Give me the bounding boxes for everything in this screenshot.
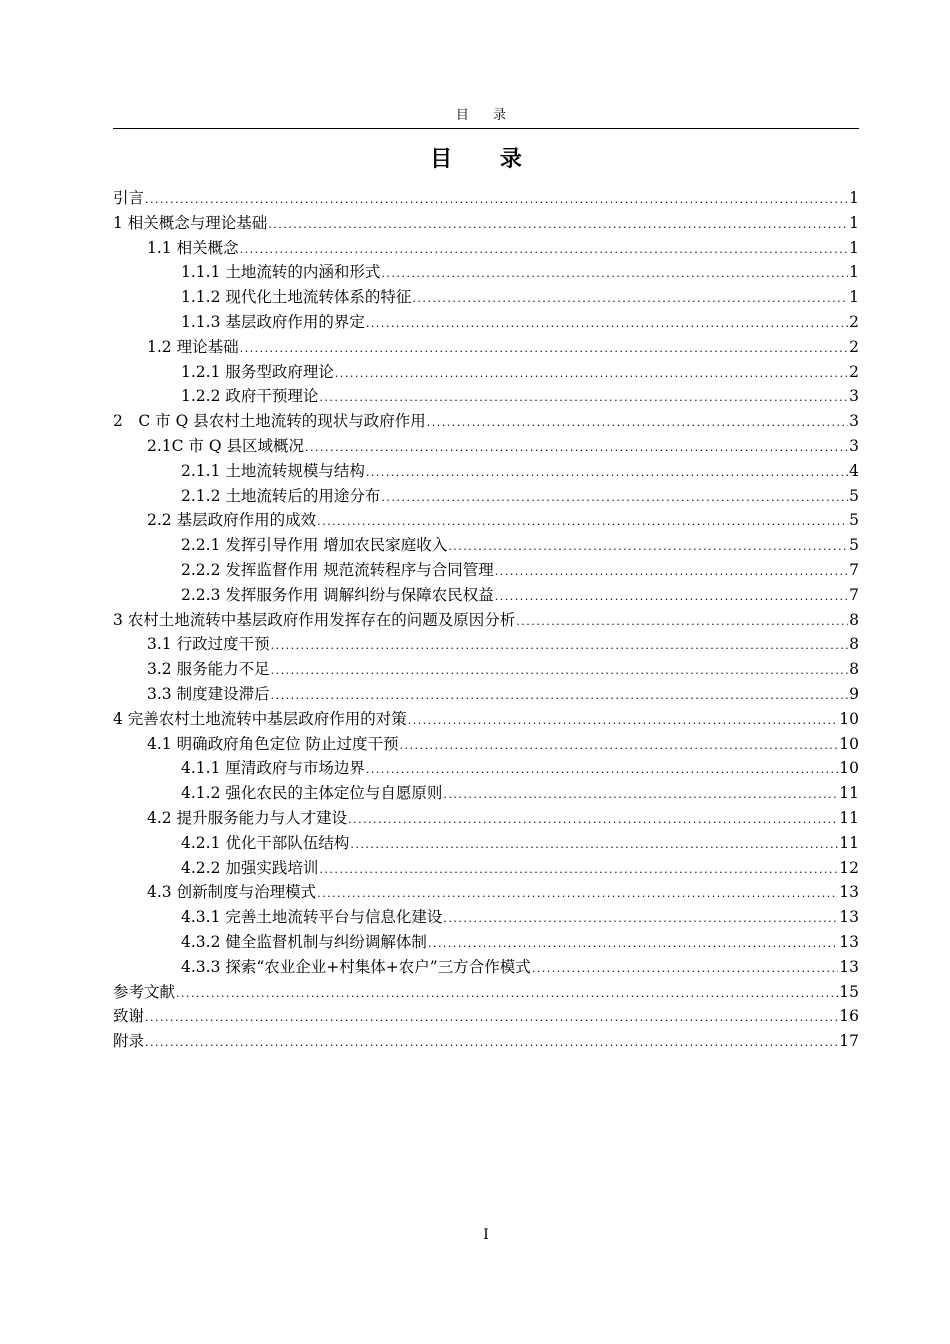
toc-entry-page: 2 [849,337,859,356]
toc-entry[interactable] [113,756,859,781]
toc-entry[interactable] [113,657,859,682]
toc-entry-page: 11 [839,808,859,827]
toc-entry-page: 11 [839,784,859,803]
toc-entry[interactable] [113,434,859,459]
toc-dot-leader [335,362,848,387]
toc-entry-label: 2.1.2 土地流转后的用途分布 [181,486,381,505]
toc-dot-leader [400,734,839,759]
toc-dot-leader [145,1031,838,1056]
toc-entry[interactable] [113,707,859,732]
toc-entry-page: 16 [839,1007,859,1026]
toc-dot-leader [319,386,848,411]
toc-entry[interactable] [113,186,859,211]
toc-dot-leader [381,262,848,287]
toc-entry-label: 2.1.1 土地流转规模与结构 [181,461,365,480]
toc-dot-leader [176,982,838,1007]
toc-entry-label: 4.3.1 完善土地流转平台与信息化建设 [181,908,443,927]
toc-entry-page: 13 [839,932,859,951]
toc-entry-label: 4.3 创新制度与治理模式 [147,883,317,902]
toc-dot-leader [443,783,838,808]
toc-entry-label: 致谢 [113,1007,145,1026]
toc-dot-leader [366,461,848,486]
toc-dot-leader [408,709,838,734]
toc-entry-label: 4.3.3 探索“农业企业+村集体+农户”三方合作模式 [181,957,531,976]
toc-entry-page: 1 [849,213,859,232]
toc-entry-page: 15 [839,982,859,1001]
toc-entry-page: 17 [839,1032,859,1051]
toc-entry-label: 4.1.2 强化农民的主体定位与自愿原则 [181,784,443,803]
toc-entry[interactable] [113,1029,859,1054]
toc-dot-leader [271,659,849,684]
toc-entry[interactable] [113,905,859,930]
page-number: I [483,1227,489,1243]
toc-entry-page: 1 [849,288,859,307]
toc-entry[interactable] [113,955,859,980]
toc-entry[interactable] [113,285,859,310]
toc-dot-leader [366,312,848,337]
toc-entry-page: 12 [839,858,859,877]
toc-entry[interactable] [113,310,859,335]
toc-dot-leader [145,188,848,213]
toc-dot-leader [317,510,848,535]
toc-entry-page: 3 [849,412,859,431]
toc-dot-leader [366,758,838,783]
toc-entry-page: 11 [839,833,859,852]
toc-entry-page: 8 [849,660,859,679]
toc-dot-leader [532,957,839,982]
toc-dot-leader [448,535,848,560]
toc-entry-label: 1.1.1 土地流转的内涵和形式 [181,263,381,282]
toc-entry-label: 4.3.2 健全监督机制与纠纷调解体制 [181,932,427,951]
toc-dot-leader [495,585,848,610]
toc-entry-label: 1.2.1 服务型政府理论 [181,362,334,381]
running-header: 目 录 [455,108,517,123]
toc-entry-page: 5 [849,511,859,530]
toc-entry-page: 1 [849,189,859,207]
toc-dot-leader [348,808,838,833]
toc-entry-page: 1 [849,263,859,282]
toc-entry[interactable] [113,409,859,434]
toc-entry-label: 2.1C 市 Q 县区域概况 [147,436,304,455]
toc-entry-label: 4.1.1 厘清政府与市场边界 [181,759,365,778]
toc-entry[interactable] [113,831,859,856]
toc-entry-page: 5 [849,536,859,555]
toc-dot-leader [319,858,838,883]
toc-dot-leader [271,684,849,709]
toc-entry-label: 1.1.2 现代化土地流转体系的特征 [181,288,412,307]
toc-entry-label: 3 农村土地流转中基层政府作用发挥存在的问题及原因分析 [113,610,516,629]
toc-entry-label: 1.1.3 基层政府作用的界定 [181,312,365,331]
toc-dot-leader [240,238,849,263]
toc-entry-page: 13 [839,908,859,927]
toc-entry[interactable] [113,583,859,608]
toc-entry[interactable] [113,781,859,806]
toc-entry-label: 3.2 服务能力不足 [147,660,270,679]
toc-entry-label: 2.2.1 发挥引导作用 增加农民家庭收入 [181,536,448,555]
toc-dot-leader [428,932,838,957]
toc-entry-page: 3 [849,387,859,406]
toc-dot-leader [516,610,848,635]
toc-entry[interactable] [113,632,859,657]
toc-entry-page: 5 [849,486,859,505]
toc-dot-leader [381,486,848,511]
toc-entry-label: 2.2 基层政府作用的成效 [147,511,317,530]
toc-entry-page: 2 [849,312,859,331]
toc-entry-label: 附录 [113,1032,145,1051]
toc-entry-page: 13 [839,883,859,902]
toc-entry[interactable] [113,980,859,1005]
toc-entry[interactable] [113,1004,859,1029]
toc-entry-label: 4.2.1 优化干部队伍结构 [181,833,350,852]
toc-entry[interactable] [113,682,859,707]
toc-entry-page: 7 [849,585,859,604]
toc-entry-page: 4 [849,461,859,480]
toc-entry-page: 10 [839,759,859,778]
toc-dot-leader [412,287,848,312]
toc-dot-leader [240,337,849,362]
toc-entry-label: 3.3 制度建设滞后 [147,684,270,703]
toc-entry-label: 3.1 行政过度干预 [147,635,270,654]
toc-entry[interactable] [113,211,859,236]
toc-entry-label: 1.2 理论基础 [147,337,239,356]
toc-entry[interactable] [113,856,859,881]
toc-entry[interactable] [113,360,859,385]
toc-dot-leader [145,1006,838,1031]
toc-entry[interactable] [113,608,859,633]
toc-entry-label: 2.2.2 发挥监督作用 规范流转程序与合同管理 [181,560,494,579]
toc-dot-leader [268,213,848,238]
toc-entry-label: 1.1 相关概念 [147,238,239,257]
toc-dot-leader [317,882,838,907]
toc-entry[interactable] [113,484,859,509]
toc-dot-leader [305,436,848,461]
toc-entry-page: 3 [849,436,859,455]
toc-entry-label: 1 相关概念与理论基础 [113,213,268,232]
toc-dot-leader [495,560,848,585]
toc-entry[interactable] [113,533,859,558]
toc-entry[interactable] [113,335,859,360]
toc-entry[interactable] [113,558,859,583]
toc-entry[interactable] [113,236,859,261]
toc-entry[interactable] [113,930,859,955]
toc-entry-label: 4.1 明确政府角色定位 防止过度干预 [147,734,399,753]
toc-entry[interactable] [113,459,859,484]
toc-entry-label: 参考文献 [113,982,176,1001]
toc-entry[interactable] [113,732,859,757]
toc-entry-label: 4.2.2 加强实践培训 [181,858,319,877]
toc-entry[interactable] [113,508,859,533]
toc-entry[interactable] [113,880,859,905]
toc-dot-leader [350,833,838,858]
toc-entry-page: 8 [849,635,859,654]
toc-dot-leader [271,634,849,659]
toc-entry-label: 4 完善农村土地流转中基层政府作用的对策 [113,709,407,728]
toc-entry-page: 8 [849,610,859,629]
toc-entry-page: 10 [839,734,859,753]
header-rule [113,128,859,129]
toc-entry-label: 引言 [113,189,145,207]
toc-entry-label: 2.2.3 发挥服务作用 调解纠纷与保障农民权益 [181,585,494,604]
toc-entry-page: 9 [849,684,859,703]
toc-entry-label: 2 C 市 Q 县农村土地流转的现状与政府作用 [113,412,426,431]
toc-entry-page: 10 [839,709,859,728]
toc-entry[interactable] [113,260,859,285]
toc-entry-page: 1 [849,238,859,257]
toc-entry-label: 4.2 提升服务能力与人才建设 [147,808,348,827]
toc-dot-leader [443,907,838,932]
toc-entry-label: 1.2.2 政府干预理论 [181,387,319,406]
table-of-contents [113,186,859,1054]
toc-entry-page: 13 [839,957,859,976]
toc-dot-leader [427,411,848,436]
toc-entry[interactable] [113,384,859,409]
toc-entry[interactable] [113,806,859,831]
toc-entry-page: 7 [849,560,859,579]
toc-entry-page: 2 [849,362,859,381]
page-title: 目 录 [430,147,542,172]
